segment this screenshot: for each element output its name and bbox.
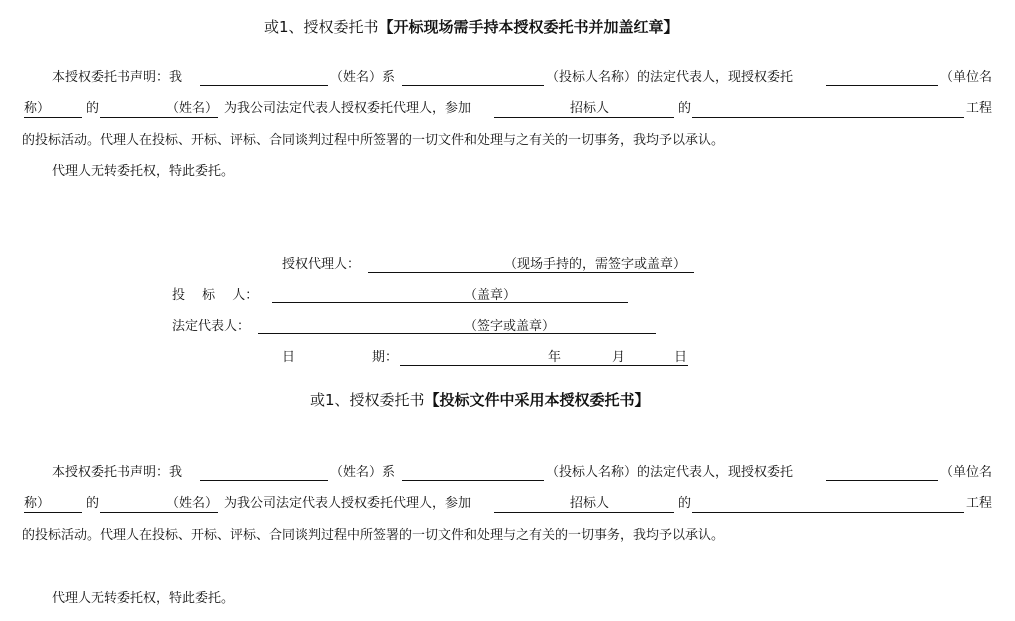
legal-rep-signature-line[interactable] xyxy=(258,333,656,334)
bidder-label: 投 标 人： xyxy=(172,288,259,303)
s2-tender-blank[interactable] xyxy=(494,512,674,513)
s2-p2-tender: 招标人 xyxy=(570,496,610,511)
s2-p2-project: 工程 xyxy=(966,496,993,511)
s2-p3: 的投标活动。代理人在投标、开标、评标、合同谈判过程中所签署的一切文件和处理与之有关的一切事务，我均予以承认。 xyxy=(22,528,725,543)
s1-p2-a: 称） xyxy=(24,101,51,116)
date-label-1: 日 xyxy=(282,350,296,365)
s2-p2-b: 为我公司法定代表人授权委托代理人，参加 xyxy=(224,496,472,511)
s1-p2-underline-a xyxy=(24,117,82,118)
s1-name-blank[interactable] xyxy=(200,85,328,86)
s2-p4: 代理人无转委托权，特此委托。 xyxy=(52,591,235,606)
s2-p1-name: （姓名）系 xyxy=(330,465,396,480)
s1-p2-project: 工程 xyxy=(966,101,993,116)
section2-title-bold: 【投标文件中采用本授权委托书】 xyxy=(424,391,650,409)
s1-p2-name: （姓名） xyxy=(166,101,219,116)
s2-name-blank[interactable] xyxy=(200,480,328,481)
legal-rep-label: 法定代表人： xyxy=(172,319,251,334)
s2-p2-underline-a xyxy=(24,512,82,513)
s1-p1-unit: （单位名 xyxy=(940,70,993,85)
date-month: 月 xyxy=(612,350,626,365)
s2-unit-blank[interactable] xyxy=(826,480,938,481)
s1-p2-de2: 的 xyxy=(678,101,692,116)
s1-agent-name-blank[interactable] xyxy=(100,117,218,118)
s2-agent-name-blank[interactable] xyxy=(100,512,218,513)
date-label-2: 期： xyxy=(372,350,399,365)
legal-rep-note: （签字或盖章） xyxy=(464,319,556,334)
section1-title-prefix: 或1、授权委托书 xyxy=(264,18,379,36)
s1-unit-blank[interactable] xyxy=(826,85,938,86)
s2-p1-intro: 本授权委托书声明：我 xyxy=(52,465,183,480)
s1-p2-de1: 的 xyxy=(86,101,100,116)
date-line[interactable] xyxy=(400,365,688,366)
s1-p2-b: 为我公司法定代表人授权委托代理人，参加 xyxy=(224,101,472,116)
s1-project-blank[interactable] xyxy=(692,117,964,118)
section1-title-bold: 【开标现场需手持本授权委托书并加盖红章】 xyxy=(378,18,679,36)
date-day: 日 xyxy=(674,350,688,365)
date-year: 年 xyxy=(548,350,562,365)
s1-tender-blank[interactable] xyxy=(494,117,674,118)
s2-project-blank[interactable] xyxy=(692,512,964,513)
s2-p2-a: 称） xyxy=(24,496,51,511)
section2-title-prefix: 或1、授权委托书 xyxy=(310,391,425,409)
section2-title xyxy=(310,389,650,410)
s2-p2-name: （姓名） xyxy=(166,496,219,511)
s1-p1-intro: 本授权委托书声明：我 xyxy=(52,70,183,85)
agent-label: 授权代理人： xyxy=(282,257,361,272)
s2-p1-unit: （单位名 xyxy=(940,465,993,480)
s1-p1-name: （姓名）系 xyxy=(330,70,396,85)
s1-p1-bidder: （投标人名称）的法定代表人，现授权委托 xyxy=(546,70,794,85)
s2-p2-de2: 的 xyxy=(678,496,692,511)
s1-p2-tender: 招标人 xyxy=(570,101,610,116)
s1-p3: 的投标活动。代理人在投标、开标、评标、合同谈判过程中所签署的一切文件和处理与之有关的一切事务，我均予以承认。 xyxy=(22,133,725,148)
s2-p2-de1: 的 xyxy=(86,496,100,511)
s2-bidder-blank[interactable] xyxy=(402,480,544,481)
s2-p1-bidder: （投标人名称）的法定代表人，现授权委托 xyxy=(546,465,794,480)
bidder-seal-line[interactable] xyxy=(272,302,628,303)
agent-note: （现场手持的，需签字或盖章） xyxy=(504,257,687,272)
section1-title xyxy=(264,16,679,37)
bidder-note: （盖章） xyxy=(464,288,517,303)
s1-bidder-blank[interactable] xyxy=(402,85,544,86)
s1-p4: 代理人无转委托权，特此委托。 xyxy=(52,164,235,179)
